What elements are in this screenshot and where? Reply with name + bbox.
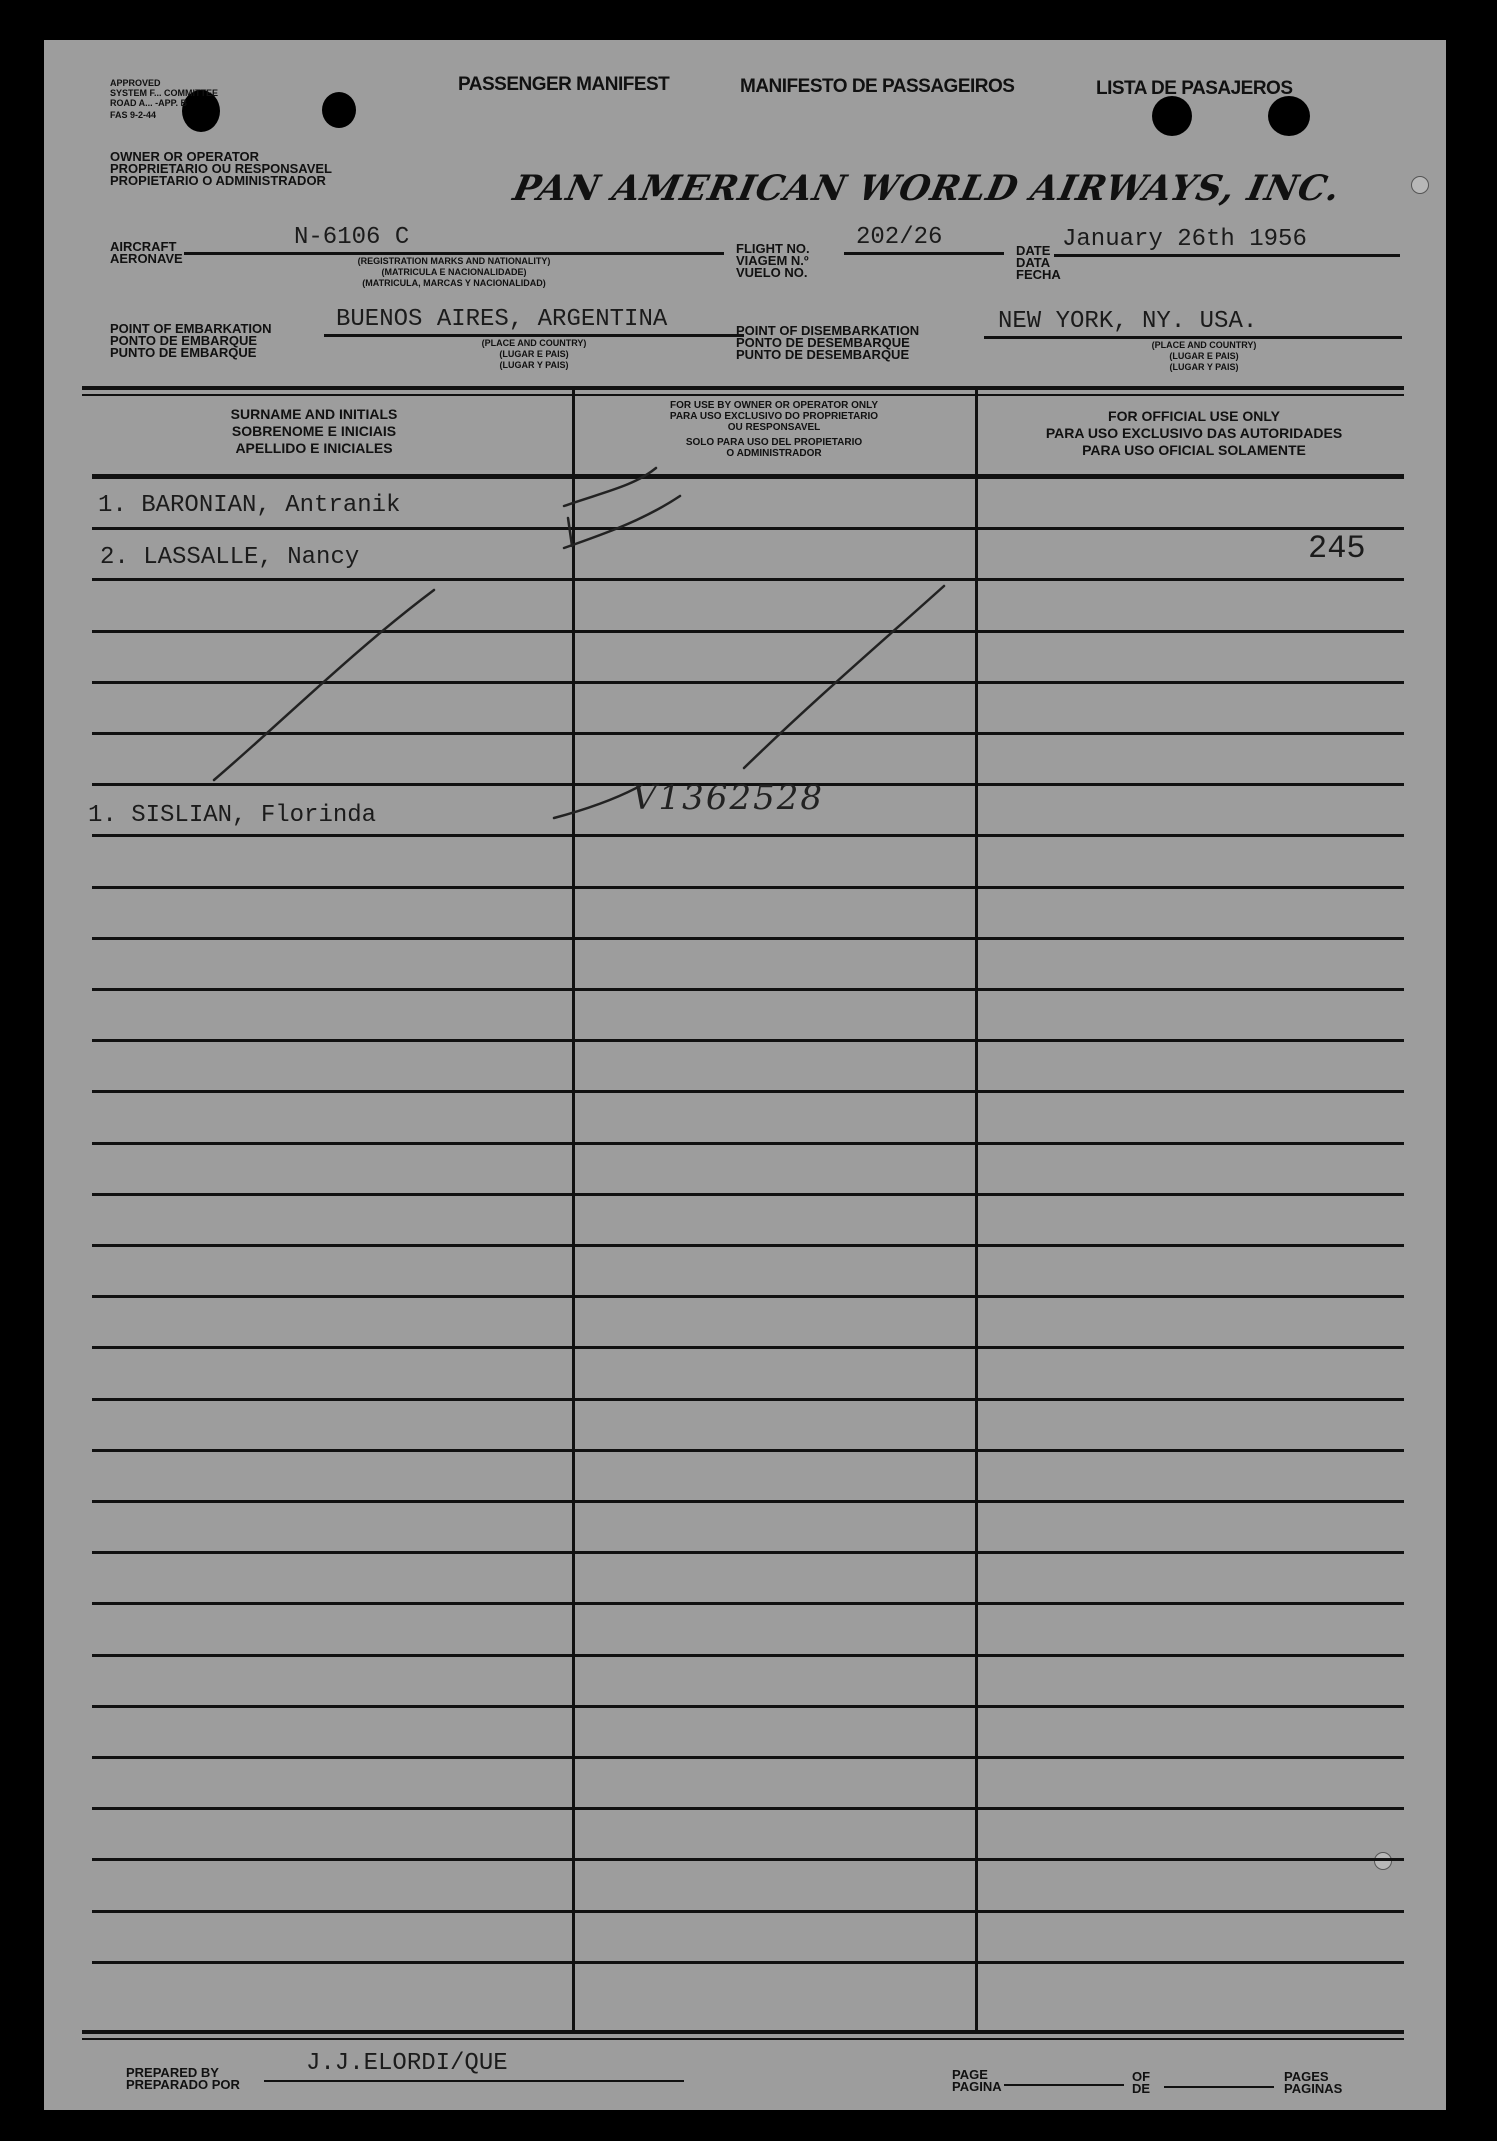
table-bottom-rule xyxy=(82,2038,1404,2040)
prepared-label: PREPARADO POR xyxy=(126,2077,240,2092)
col2-header-line: OU RESPONSAVEL xyxy=(727,422,821,433)
page-label: PAGE xyxy=(952,2067,988,2082)
handwritten-number: V1362528 xyxy=(632,778,824,818)
aircraft-label: AIRCRAFT xyxy=(110,239,177,254)
date-label: DATA xyxy=(1016,255,1051,270)
aircraft-note: (MATRICULA, MARCAS Y NACIONALIDAD) xyxy=(362,278,546,288)
check-stroke xyxy=(564,496,680,548)
disembark-note: (PLACE AND COUNTRY) xyxy=(1151,340,1257,350)
col3-header-en: FOR OFFICIAL USE ONLY xyxy=(1108,408,1280,424)
approved-line: ROAD A... -APP. B xyxy=(110,98,188,108)
disembark-label: PUNTO DE DESEMBARQUE xyxy=(736,347,910,362)
aircraft-value: N-6106 C xyxy=(294,224,410,251)
pages-label: PAGES xyxy=(1284,2069,1329,2084)
col1-header-es: APELLIDO E INICIALES xyxy=(235,440,393,456)
disembark-label: POINT OF DISEMBARKATION xyxy=(736,323,920,338)
embark-label: POINT OF EMBARKATION xyxy=(110,321,272,336)
date-value: January 26th 1956 xyxy=(1062,226,1307,253)
disembark-value: NEW YORK, NY. USA. xyxy=(998,308,1258,335)
passenger-row: 1. BARONIAN, Antranik xyxy=(98,492,401,519)
pages-label: PAGINAS xyxy=(1284,2081,1343,2096)
approved-line: FAS 9-2-44 xyxy=(110,110,157,120)
page-underline xyxy=(1004,2084,1124,2086)
table-bottom-rule xyxy=(82,2030,1404,2034)
embark-label: PONTO DE EMBARQUE xyxy=(110,333,258,348)
check-stroke xyxy=(564,468,656,506)
embark-note: (LUGAR Y PAIS) xyxy=(499,360,569,370)
title-pt: MANIFESTO DE PASSAGEIROS xyxy=(740,76,1015,97)
prepared-label: PREPARED BY xyxy=(126,2065,219,2080)
embark-label: PUNTO DE EMBARQUE xyxy=(110,345,257,360)
prepared-value: J.J.ELORDI/QUE xyxy=(306,2050,508,2077)
aircraft-note: (MATRICULA E NACIONALIDADE) xyxy=(381,267,527,277)
title-es: LISTA DE PASAJEROS xyxy=(1096,78,1293,99)
disembark-note: (LUGAR E PAIS) xyxy=(1169,351,1239,361)
title-en: PASSENGER MANIFEST xyxy=(458,74,670,95)
embark-value: BUENOS AIRES, ARGENTINA xyxy=(336,306,668,333)
col2-header-line: O ADMINISTRADOR xyxy=(726,448,822,459)
flight-label: VIAGEM N.º xyxy=(736,253,809,268)
manifest-sheet xyxy=(44,40,1446,2110)
check-stroke xyxy=(568,518,572,546)
col2-header-line: FOR USE BY OWNER OR OPERATOR ONLY xyxy=(670,400,878,411)
date-label: DATE xyxy=(1016,243,1051,258)
of-label: OF xyxy=(1132,2069,1151,2084)
embark-note: (PLACE AND COUNTRY) xyxy=(481,338,587,348)
flight-label: FLIGHT NO. xyxy=(736,241,810,256)
embark-note: (LUGAR E PAIS) xyxy=(499,349,569,359)
aircraft-note: (REGISTRATION MARKS AND NATIONALITY) xyxy=(357,256,551,266)
check-stroke xyxy=(554,786,640,818)
col2-header-line: PARA USO EXCLUSIVO DO PROPRIETARIO xyxy=(669,411,879,422)
owner-label-pt: PROPRIETARIO OU RESPONSAVEL xyxy=(110,161,332,176)
flight-value: 202/26 xyxy=(856,224,943,251)
cancel-stroke xyxy=(214,590,434,780)
col2-header-line: SOLO PARA USO DEL PROPIETARIO xyxy=(685,437,863,448)
flight-label: VUELO NO. xyxy=(736,265,808,280)
of-label: DE xyxy=(1132,2081,1151,2096)
passenger-row: 2. LASSALLE, Nancy xyxy=(100,544,360,571)
of-underline xyxy=(1164,2086,1274,2088)
pen-strokes xyxy=(44,40,1446,2110)
prepared-underline xyxy=(264,2080,684,2082)
disembark-label: PONTO DE DESEMBARQUE xyxy=(736,335,910,350)
cancel-stroke xyxy=(744,586,944,768)
airline-logo-text: PAN AMERICAN WORLD AIRWAYS, INC. xyxy=(509,168,1345,209)
owner-label-es: PROPIETARIO O ADMINISTRADOR xyxy=(110,173,326,188)
approved-line: SYSTEM F... COMMITTEE xyxy=(110,88,219,98)
date-label: FECHA xyxy=(1016,267,1061,282)
col3-header-pt: PARA USO EXCLUSIVO DAS AUTORIDADES xyxy=(1045,425,1343,441)
col3-header-es: PARA USO OFICIAL SOLAMENTE xyxy=(1082,442,1306,458)
disembark-note: (LUGAR Y PAIS) xyxy=(1169,362,1239,372)
aircraft-label: AERONAVE xyxy=(110,251,183,266)
owner-label-en: OWNER OR OPERATOR xyxy=(110,149,260,164)
col1-header-en: SURNAME AND INITIALS xyxy=(230,406,398,422)
passenger-row: 1. SISLIAN, Florinda xyxy=(88,802,377,829)
page-label: PAGINA xyxy=(952,2079,1002,2094)
official-number: 245 xyxy=(1308,530,1366,567)
approved-line: APPROVED xyxy=(110,78,161,88)
col1-header-pt: SOBRENOME E INICIAIS xyxy=(231,423,397,439)
